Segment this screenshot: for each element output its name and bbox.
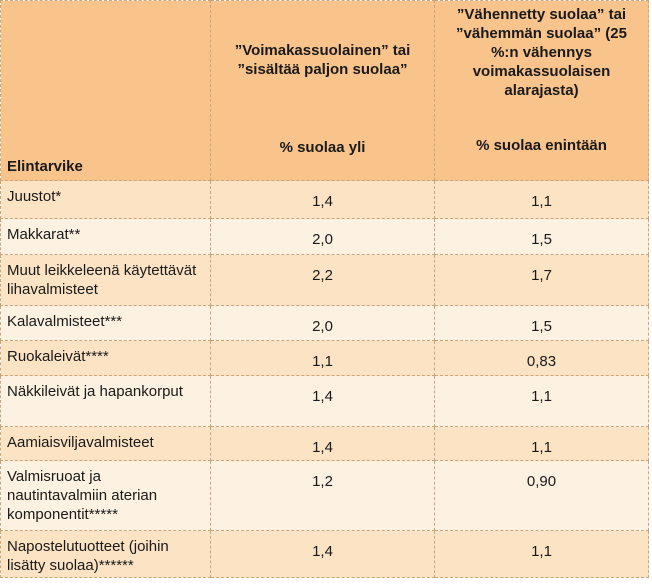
table-row [1, 531, 649, 578]
row-food: Makkarat** [1, 219, 211, 255]
row-reduced-value: 1,7 [435, 255, 649, 306]
table-row [1, 461, 649, 531]
row-reduced-value: 0,90 [435, 461, 649, 531]
row-reduced-value: 1,1 [435, 531, 649, 578]
row-high-value: 2,2 [211, 255, 435, 306]
header-high-salt-unit: % suolaa yli [279, 139, 366, 156]
row-high-value: 1,1 [211, 341, 435, 376]
row-reduced-value: 1,1 [435, 181, 649, 219]
row-food: Näkkileivät ja hapankorput [1, 376, 211, 427]
row-food: Kalavalmisteet*** [1, 306, 211, 341]
header-high-salt [211, 1, 435, 181]
row-reduced-value: 1,5 [435, 306, 649, 341]
row-high-value: 1,4 [211, 531, 435, 578]
header-high-salt-title: ”Voimakassuolainen” tai ”sisältää paljon suolaa” [234, 42, 411, 78]
row-food: Juustot* [1, 181, 211, 219]
row-high-value: 1,4 [211, 181, 435, 219]
table-header-row [1, 1, 649, 181]
row-reduced-value: 0,83 [435, 341, 649, 376]
table-row [1, 341, 649, 376]
row-high-value: 1,4 [211, 376, 435, 427]
table-row [1, 306, 649, 341]
table-row [1, 181, 649, 219]
row-reduced-value: 1,1 [435, 376, 649, 427]
row-food: Ruokaleivät**** [1, 341, 211, 376]
row-high-value: 2,0 [211, 306, 435, 341]
row-reduced-value: 1,5 [435, 219, 649, 255]
row-high-value: 1,2 [211, 461, 435, 531]
row-high-value: 1,4 [211, 427, 435, 461]
header-reduced-salt [435, 1, 649, 181]
table-row [1, 376, 649, 427]
table-row [1, 219, 649, 255]
row-food: Aamiaisviljavalmisteet [1, 427, 211, 461]
header-food: Elintarvike [1, 1, 211, 181]
table-row [1, 255, 649, 306]
table-row [1, 427, 649, 461]
row-reduced-value: 1,1 [435, 427, 649, 461]
header-reduced-salt-title: ”Vähennetty suolaa” tai ”vähemmän suolaa” (25 %:n vähennys voimakassuolaisen alarajasta) [456, 6, 627, 99]
row-high-value: 2,0 [211, 219, 435, 255]
row-food: Valmisruoat ja nautintavalmiin aterian komponentit***** [1, 461, 211, 531]
row-food: Muut leikkeleenä käytettävät lihavalmisteet [1, 255, 211, 306]
row-food: Napostelutuotteet (joihin lisätty suolaa)****** [1, 531, 211, 578]
header-reduced-salt-unit: % suolaa enintään [476, 137, 607, 154]
